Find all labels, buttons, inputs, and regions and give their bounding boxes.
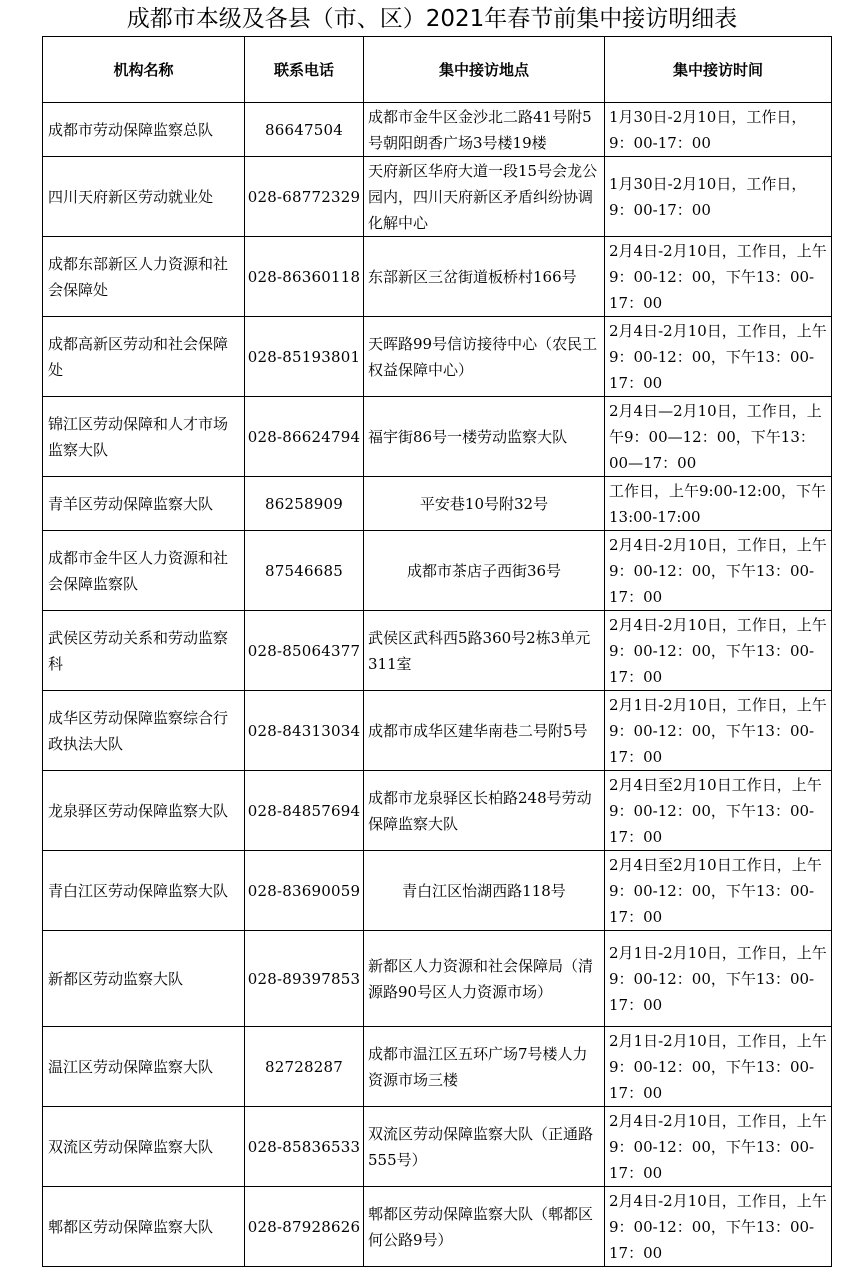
org-cell: 四川天府新区劳动就业处 (43, 157, 245, 237)
location-cell: 福宇街86号一楼劳动监察大队 (364, 397, 605, 477)
time-cell: 1月30日-2月10日，工作日，9：00-17：00 (605, 157, 832, 237)
org-cell: 锦江区劳动保障和人才市场监察大队 (43, 397, 245, 477)
time-cell: 1月30日-2月10日，工作日，9：00-17：00 (605, 103, 832, 157)
location-cell: 郫都区劳动保障监察大队（郫都区何公路9号） (364, 1187, 605, 1267)
table-row (43, 691, 832, 771)
location-cell: 双流区劳动保障监察大队（正通路555号） (364, 1107, 605, 1187)
time-cell: 2月1日-2月10日，工作日，上午9：00-12：00，下午13：00-17：00 (605, 1027, 832, 1107)
table-row (43, 1187, 832, 1267)
org-cell: 温江区劳动保障监察大队 (43, 1027, 245, 1107)
phone-cell: 028-68772329 (245, 157, 364, 237)
location-cell: 成都市成华区建华南巷二号附5号 (364, 691, 605, 771)
org-cell: 新都区劳动监察大队 (43, 931, 245, 1027)
table-row (43, 157, 832, 237)
location-cell: 东部新区三岔街道板桥村166号 (364, 237, 605, 317)
table-row (43, 397, 832, 477)
location-cell: 武侯区武科西5路360号2栋3单元311室 (364, 611, 605, 691)
org-cell: 郫都区劳动保障监察大队 (43, 1187, 245, 1267)
phone-cell: 028-87928626 (245, 1187, 364, 1267)
time-cell: 2月4日至2月10日工作日，上午9：00-12：00，下午13：00-17：00 (605, 771, 832, 851)
org-cell: 成华区劳动保障监察综合行政执法大队 (43, 691, 245, 771)
phone-cell: 028-89397853 (245, 931, 364, 1027)
phone-cell: 028-86360118 (245, 237, 364, 317)
location-cell: 成都市温江区五环广场7号楼人力资源市场三楼 (364, 1027, 605, 1107)
org-cell: 成都高新区劳动和社会保障处 (43, 317, 245, 397)
phone-cell: 86258909 (245, 477, 364, 531)
phone-cell: 028-83690059 (245, 851, 364, 931)
phone-cell: 028-84313034 (245, 691, 364, 771)
time-cell: 2月4日-2月10日，工作日，上午9：00-12：00，下午13：00-17：00 (605, 317, 832, 397)
time-cell: 2月4日-2月10日，工作日，上午9：00-12：00，下午13：00-17：00 (605, 1187, 832, 1267)
table-row (43, 317, 832, 397)
table-row (43, 611, 832, 691)
phone-cell: 028-85836533 (245, 1107, 364, 1187)
time-cell: 2月4日—2月10日，工作日，上午9：00—12：00，下午13：00—17：00 (605, 397, 832, 477)
location-cell: 青白江区怡湖西路118号 (364, 851, 605, 931)
phone-cell: 86647504 (245, 103, 364, 157)
location-cell: 平安巷10号附32号 (364, 477, 605, 531)
org-cell: 武侯区劳动关系和劳动监察科 (43, 611, 245, 691)
time-cell: 2月4日-2月10日，工作日，上午9：00-12：00，下午13：00-17：00 (605, 237, 832, 317)
table-row (43, 477, 832, 531)
time-cell: 工作日，上午9:00-12:00，下午13:00-17:00 (605, 477, 832, 531)
table-row (43, 237, 832, 317)
table-header-row (43, 37, 832, 103)
org-cell: 青白江区劳动保障监察大队 (43, 851, 245, 931)
header-phone: 联系电话 (245, 37, 364, 103)
location-cell: 天府新区华府大道一段15号会龙公园内，四川天府新区矛盾纠纷协调化解中心 (364, 157, 605, 237)
table-row (43, 1107, 832, 1187)
time-cell: 2月1日-2月10日，工作日，上午9：00-12：00，下午13：00-17：00 (605, 691, 832, 771)
time-cell: 2月4日-2月10日，工作日，上午9：00-12：00，下午13：00-17：00 (605, 531, 832, 611)
org-cell: 成都市金牛区人力资源和社会保障监察队 (43, 531, 245, 611)
header-org: 机构名称 (43, 37, 245, 103)
page-title: 成都市本级及各县（市、区）2021年春节前集中接访明细表 (126, 6, 738, 32)
time-cell: 2月1日-2月10日，工作日，上午9：00-12：00，下午13：00-17：00 (605, 931, 832, 1027)
org-cell: 龙泉驿区劳动保障监察大队 (43, 771, 245, 851)
org-cell: 成都东部新区人力资源和社会保障处 (43, 237, 245, 317)
location-cell: 成都市茶店子西街36号 (364, 531, 605, 611)
header-time: 集中接访时间 (605, 37, 832, 103)
table-row (43, 851, 832, 931)
table-row (43, 531, 832, 611)
time-cell: 2月4日-2月10日，工作日，上午9：00-12：00，下午13：00-17：00 (605, 611, 832, 691)
table-row (43, 1027, 832, 1107)
phone-cell: 82728287 (245, 1027, 364, 1107)
org-cell: 成都市劳动保障监察总队 (43, 103, 245, 157)
location-cell: 成都市龙泉驿区长柏路248号劳动保障监察大队 (364, 771, 605, 851)
org-cell: 双流区劳动保障监察大队 (43, 1107, 245, 1187)
phone-cell: 87546685 (245, 531, 364, 611)
location-cell: 天晖路99号信访接待中心（农民工权益保障中心） (364, 317, 605, 397)
header-location: 集中接访地点 (364, 37, 605, 103)
visit-schedule-table (42, 36, 832, 1267)
time-cell: 2月4日至2月10日工作日，上午9：00-12：00，下午13：00-17：00 (605, 851, 832, 931)
table-row (43, 103, 832, 157)
location-cell: 新都区人力资源和社会保障局（清源路90号区人力资源市场） (364, 931, 605, 1027)
time-cell: 2月4日-2月10日，工作日，上午9：00-12：00，下午13：00-17：00 (605, 1107, 832, 1187)
phone-cell: 028-85193801 (245, 317, 364, 397)
org-cell: 青羊区劳动保障监察大队 (43, 477, 245, 531)
phone-cell: 028-86624794 (245, 397, 364, 477)
table-row (43, 771, 832, 851)
phone-cell: 028-85064377 (245, 611, 364, 691)
phone-cell: 028-84857694 (245, 771, 364, 851)
location-cell: 成都市金牛区金沙北二路41号附5号朝阳朗香广场3号楼19楼 (364, 103, 605, 157)
table-row (43, 931, 832, 1027)
